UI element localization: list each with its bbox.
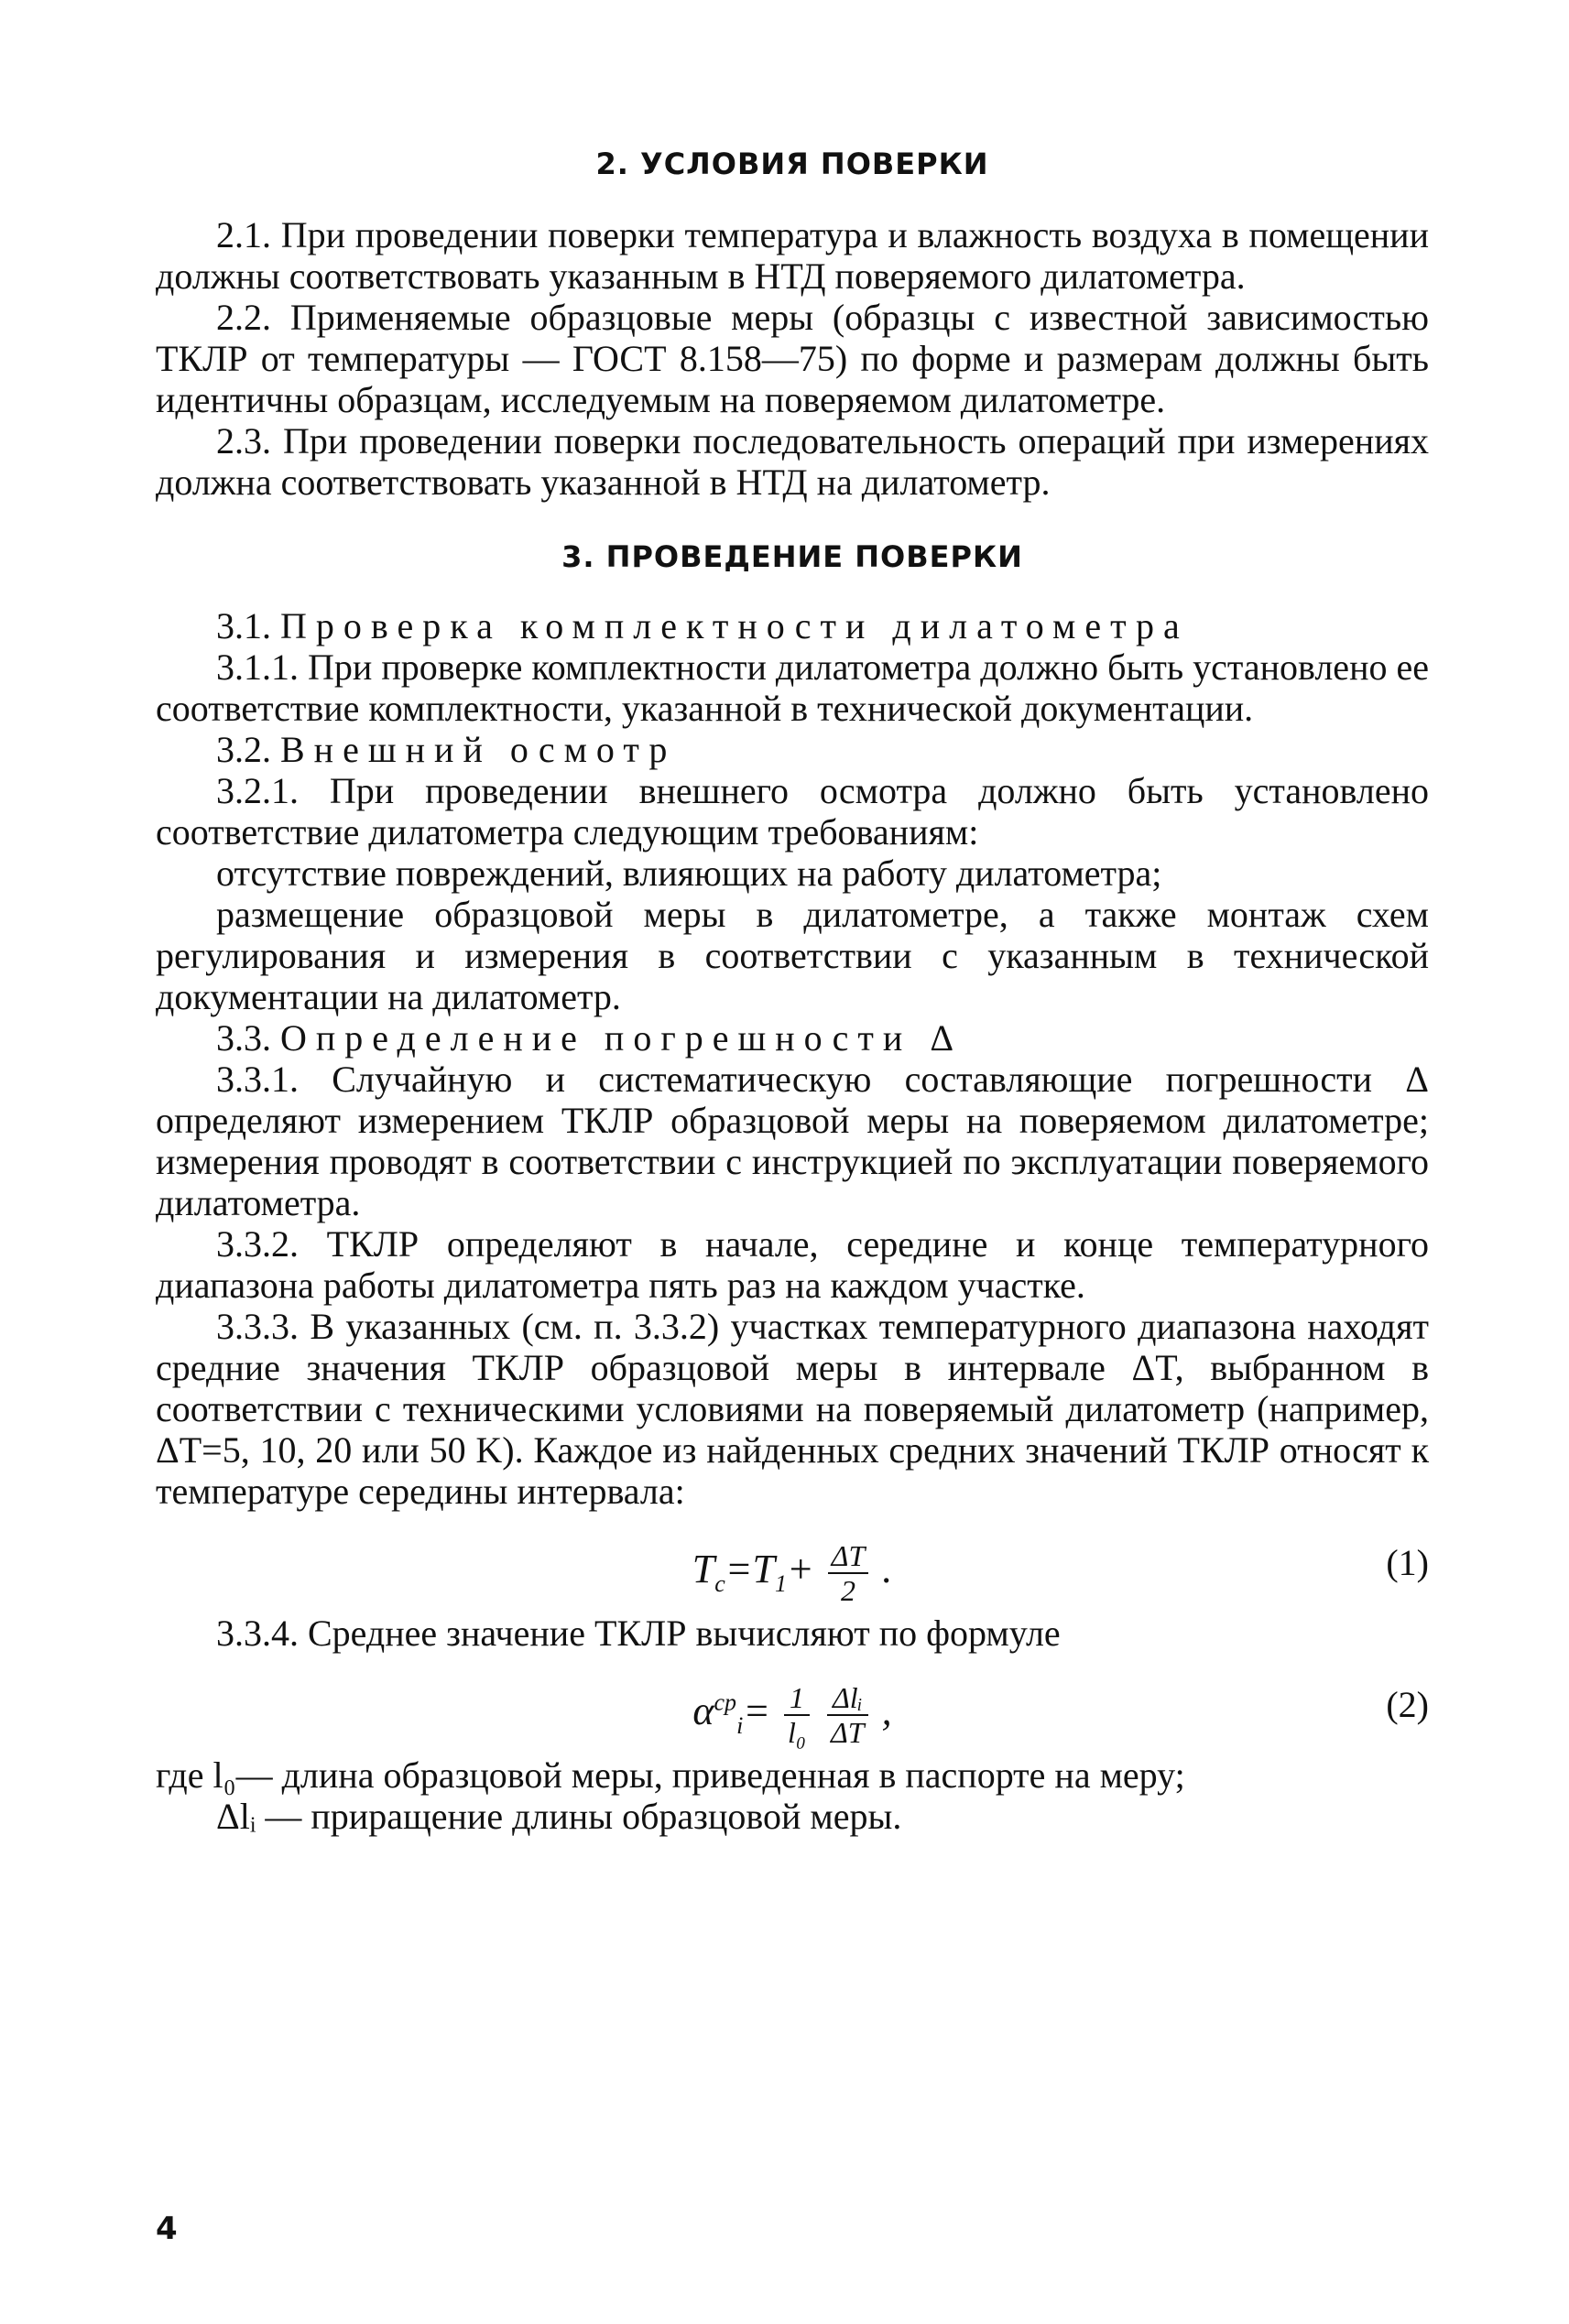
- equation-2: [156, 1654, 1429, 1754]
- equation-1-number: (1): [1386, 1542, 1429, 1583]
- paragraph-3-1-title: Проверка комплектности дилатометра: [280, 605, 1189, 646]
- paragraph-2-1: 2.1. При проведении поверки температура и влажность воздуха в помещении должны соответствовать указанным в НТД поверяемого дилатометра.: [156, 214, 1429, 297]
- paragraph-3-3-title: Определение погрешности Δ: [280, 1017, 964, 1059]
- paragraph-3-2-1: 3.2.1. При проведении внешнего осмотра должно быть установлено соответствие дилатометра следующим требованиям:: [156, 770, 1429, 852]
- paragraph-3-2-number: 3.2.: [216, 729, 271, 770]
- requirement-item-2: размещение образцовой меры в дилатометре, а также монтаж схем регулирования и измерения в соответствии с указанным в технической документации на дилатометр.: [156, 894, 1429, 1017]
- page-number: 4: [156, 2210, 178, 2247]
- equation-1: [156, 1512, 1429, 1613]
- equation-2-number: (2): [1386, 1684, 1429, 1725]
- equation-2-fraction-2: $\frac{\text{Δlᵢ}}{\Delta T}$: [827, 1681, 868, 1749]
- paragraph-3-3: [156, 1017, 1429, 1059]
- equation-1-fraction: $\frac{\Delta T}{2}$: [828, 1539, 869, 1607]
- paragraph-3-3-3: 3.3.3. В указанных (см. п. 3.3.2) участках температурного диапазона находят средние значения ТКЛР образцовой меры в интервале ΔT, выбранном в соответствии с техническими условиями на поверяемый дилатометр (например, ΔT=5, 10, 20 или 50 K). Каждое из найденных средних значений ТКЛР относят к температуре середины интервала:: [156, 1306, 1429, 1512]
- equation-1-formula: $T_c=T_1+$ $\frac{\Delta T}{2}$ .: [692, 1539, 893, 1607]
- paragraph-3-3-number: 3.3.: [216, 1017, 271, 1059]
- equation-2-fraction-1: $\frac{1}{\text{l₀}}$: [784, 1681, 810, 1749]
- where-clause-1: где l₀— длина образцовой меры, приведенная в паспорте на меру;: [156, 1754, 1185, 1796]
- paragraph-3-3-4: 3.3.4. Среднее значение ТКЛР вычисляют по формуле: [216, 1613, 1061, 1654]
- requirement-item-1: отсутствие повреждений, влияющих на работу дилатометра;: [216, 852, 1162, 894]
- equation-2-formula: $\alpha^{ср}_i=$ $\frac{1}{\text{l₀}}$ $\frac{\text{Δlᵢ}}{\Delta T}$ ,: [692, 1681, 892, 1749]
- paragraph-3-2: [156, 729, 1429, 770]
- paragraph-2-2: 2.2. Применяемые образцовые меры (образцы с известной зависимостью ТКЛР от температуры — ГОСТ 8.158—75) по форме и размерам должны быть идентичны образцам, исследуемым на поверяемом дилатометре.: [156, 297, 1429, 420]
- page-content: [156, 147, 1429, 1837]
- section-3-heading: 3. ПРОВЕДЕНИЕ ПОВЕРКИ: [561, 539, 1023, 574]
- paragraph-3-1-1: 3.1.1. При проверке комплектности дилатометра должно быть установлено ее соответствие комплектности, указанной в технической документации.: [156, 646, 1429, 729]
- paragraph-2-3: 2.3. При проведении поверки последовательность операций при измерениях должна соответствовать указанной в НТД на дилатометр.: [156, 420, 1429, 503]
- where-clause-2: Δlᵢ — приращение длины образцовой меры.: [216, 1796, 902, 1837]
- section-2-heading: 2. УСЛОВИЯ ПОВЕРКИ: [595, 147, 989, 181]
- paragraph-3-1-number: 3.1.: [216, 605, 271, 646]
- paragraph-3-2-title: Внешний осмотр: [280, 729, 677, 770]
- paragraph-3-1: [156, 605, 1429, 646]
- paragraph-3-3-1: 3.3.1. Случайную и систематическую составляющие погрешности Δ определяют измерением ТКЛР образцовой меры на поверяемом дилатометре; измерения проводят в соответствии с инструкцией по эксплуатации поверяемого дилатометра.: [156, 1059, 1429, 1223]
- paragraph-3-3-2: 3.3.2. ТКЛР определяют в начале, середине и конце температурного диапазона работы дилатометра пять раз на каждом участке.: [156, 1223, 1429, 1306]
